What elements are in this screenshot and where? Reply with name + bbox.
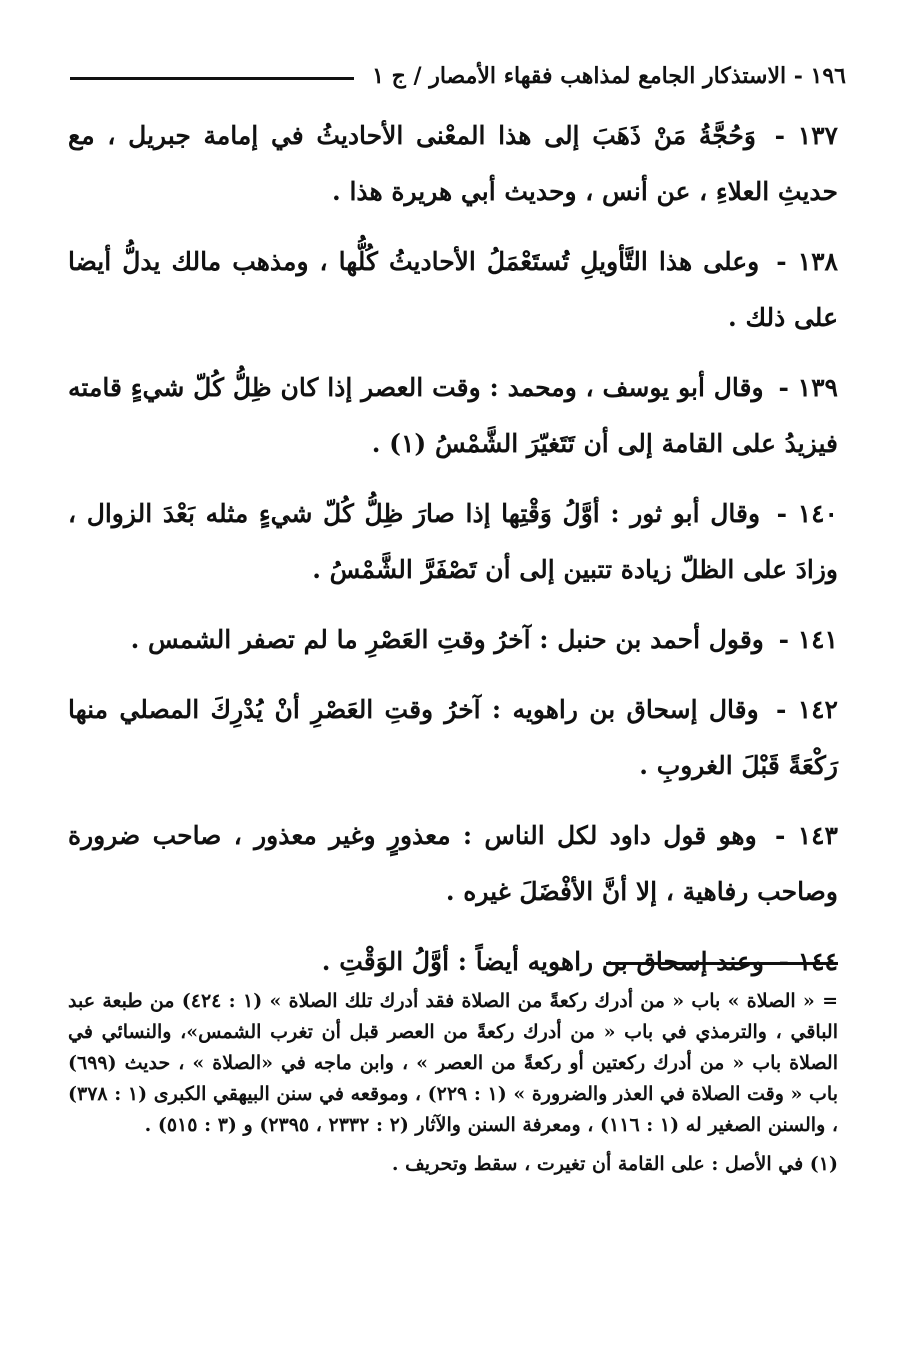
paragraph-140 [68,486,838,598]
running-header [70,58,846,94]
main-text [68,108,838,1004]
header-rule [70,77,354,80]
paragraph-141 [68,612,838,668]
footnotes [68,986,838,1188]
paragraph-number: ١٤٢ - [776,695,838,724]
paragraph-number: ١٣٧ - [774,121,838,150]
footnote-separator [606,962,838,965]
paragraph-139 [68,360,838,472]
paragraph-text: وهو قول داود لكل الناس : معذورٍ وغير معذور ، صاحب ضرورة وصاحب رفاهية ، إلا أنَّ الأفْضَلَ غيره . [68,821,838,906]
paragraph-137 [68,108,838,220]
paragraph-143 [68,808,838,920]
paragraph-number: ١٣٨ - [776,247,838,276]
footnote-1: (١) في الأصل : على القامة أن تغيرت ، سقط وتحريف . [391,1153,838,1175]
paragraph-number: ١٤٣ - [775,821,838,850]
paragraph-number: ١٣٩ - [778,373,838,402]
paragraph-142 [68,682,838,794]
paragraph-138 [68,234,838,346]
paragraph-number: ١٤٤ - [778,947,838,976]
paragraph-text: وعلى هذا التَّأويلِ تُستَعْمَلُ الأحاديثُ كُلُّها ، ومذهب مالك يدلُّ أيضا على ذلك . [68,247,838,332]
paragraph-number: ١٤١ - [778,625,838,654]
paragraph-text: وقال أبو ثور : أوَّلُ وَقْتِها إذا صارَ ظِلُّ كُلّ شيءٍ مثله بَعْدَ الزوال ، وزادَ على الظلّ زيادة تتبين إلى أن تَصْفَرَّ الشَّمْسُ . [68,499,838,584]
paragraph-text: وقول أحمد بن حنبل : آخرُ وقتِ العَصْرِ ما لم تصفر الشمس . [130,625,764,654]
paragraph-text: وعند إسحاق بن راهويه أيضاً : أوَّلُ الوَقْتِ . [321,947,764,976]
footnote-continued: = « الصلاة » باب « من أدرك ركعةً من الصلاة فقد أدرك تلك الصلاة » (١ : ٤٢٤) من طبعة عبد الباقي ، والترمذي في باب « من أدرك ركعةً من العصر قبل أن تغرب الشمس»، والنسائي في الصلاة باب « من أدرك ركعتين أو ركعةً من العصر » ، وابن ماجه في «الصلاة » ، حديث (٦٩٩) باب « وقت الصلاة في العذر والضرورة » (١ : ٢٢٩) ، وموقعه في سنن البيهقي الكبرى (١ : ٣٧٨) ، والسنن الصغير له (١ : ١١٦) ، ومعرفة السنن والآثار (٢ : ٢٣٣٢ ، ٢٣٩٥) و (٣ : ٥١٥) . [68,990,839,1136]
paragraph-text: وقال أبو يوسف ، ومحمد : وقت العصر إذا كان ظِلُّ كُلّ شيءٍ قامته فيزيدُ على القامة إلى أن تَتَغيّرَ الشَّمْسُ (١) . [68,373,838,458]
paragraph-text: وَحُجَّةُ مَنْ ذَهَبَ إلى هذا المعْنى الأحاديثُ في إمامة جبريل ، مع حديثِ العلاءِ ، عن أنس ، وحديث أبي هريرة هذا . [68,121,838,206]
paragraph-number: ١٤٠ - [776,499,838,528]
header-title: ١٩٦ - الاستذكار الجامع لمذاهب فقهاء الأمصار / ج ١ [372,63,846,89]
paragraph-text: وقال إسحاق بن راهويه : آخرُ وقتِ العَصْرِ أنْ يُدْرِكَ المصلي منها رَكْعَةً قَبْلَ الغروبِ . [68,695,838,780]
